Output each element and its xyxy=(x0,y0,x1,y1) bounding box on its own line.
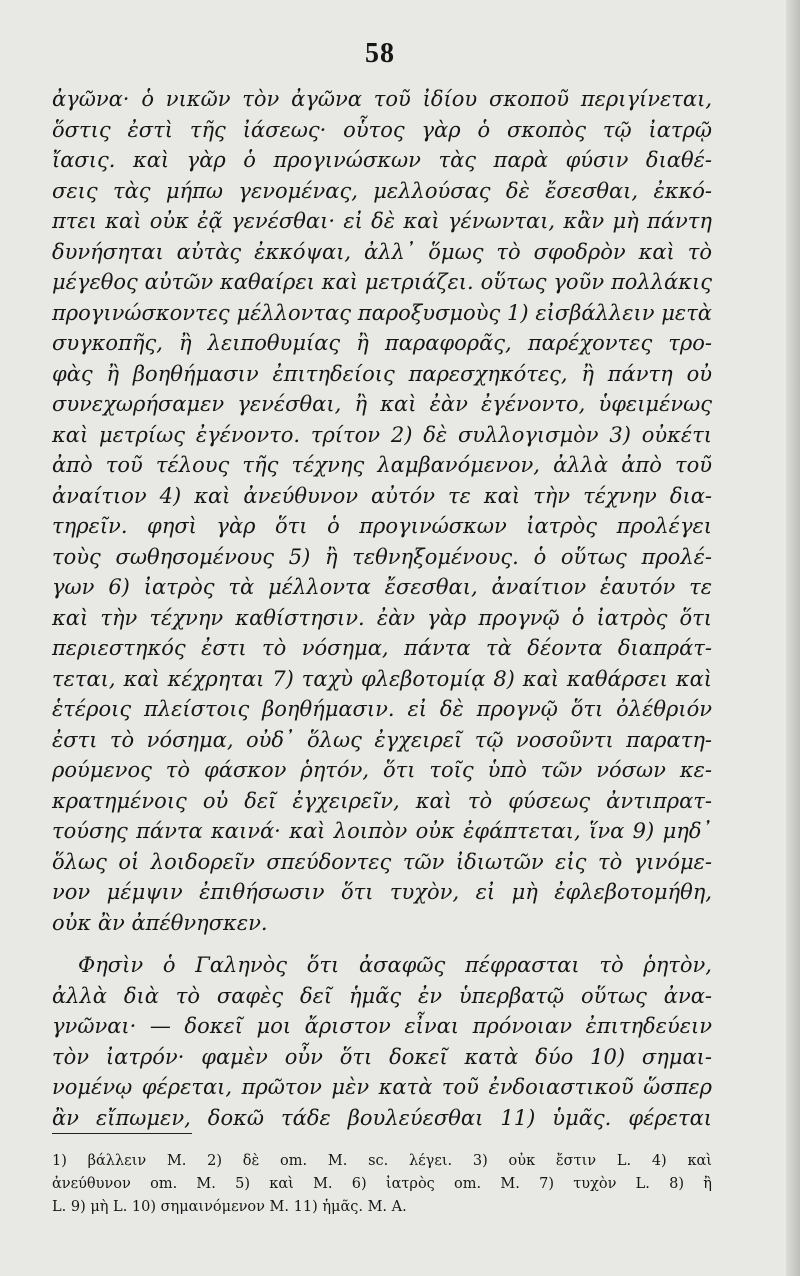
text-line: ἑτέροις πλείστοις βοηθήμασιν. εἰ δὲ προγνῷ ὅτι ὀλέθριόν xyxy=(52,697,712,721)
text-line: ἴασις. καὶ γὰρ ὁ προγινώσκων τὰς παρὰ φύσιν διαθέ- xyxy=(52,148,712,172)
text-line: τούσης πάντα καινά· καὶ λοιπὸν οὐκ ἐφάπτεται, ἵνα 9) μηδ᾽ xyxy=(52,819,712,843)
footnote-line: ἀνεύθυνον om. M. 5) καὶ M. 6) ἰατρὸς om. M. 7) τυχὸν L. 8) ἢ xyxy=(52,1176,712,1192)
paragraph-gap xyxy=(52,938,712,950)
text-line: κρατημένοις οὐ δεῖ ἐγχειρεῖν, καὶ τὸ φύσεως ἀντιπρατ- xyxy=(52,788,712,813)
text-line: τηρεῖν. φησὶ γὰρ ὅτι ὁ προγινώσκων ἰατρὸς προλέγει xyxy=(52,514,712,538)
text-line: σεις τὰς μήπω γενομένας, μελλούσας δὲ ἔσεσθαι, ἐκκό- xyxy=(52,178,712,203)
text-line: ρούμενος τὸ φάσκον ῥητόν, ὅτι τοῖς ὑπὸ τῶν νόσων κε- xyxy=(52,758,712,782)
page-number: 58 xyxy=(365,38,395,69)
text-line: συνεχωρήσαμεν γενέσθαι, ἢ καὶ ἐὰν ἐγένοντο, ὑφειμένως xyxy=(52,392,712,416)
text-line: οὐκ ἂν ἀπέθνησκεν. xyxy=(52,910,268,935)
text-line: ὅλως οἱ λοιδορεῖν σπεύδοντες τῶν ἰδιωτῶν εἰς τὸ γινόμε- xyxy=(52,849,712,874)
text-line: ἐστι τὸ νόσημα, οὐδ᾽ ὅλως ἐγχειρεῖ τῷ νοσοῦντι παρατη- xyxy=(52,727,712,752)
footnote-line: L. 9) μὴ L. 10) σημαινόμενον M. 11) ἡμᾶς. M. A. xyxy=(52,1199,407,1215)
paragraph-1 xyxy=(52,84,712,938)
text-line: γων 6) ἰατρὸς τὰ μέλλοντα ἔσεσθαι, ἀναίτιον ἑαυτόν τε xyxy=(52,575,712,599)
text-line: Φησὶν ὁ Γαληνὸς ὅτι ἀσαφῶς πέφρασται τὸ ῥητὸν, xyxy=(78,953,712,977)
text-line: γνῶναι· — δοκεῖ μοι ἄριστον εἶναι πρόνοιαν ἐπιτηδεύειν xyxy=(52,1014,712,1038)
footnote-rule xyxy=(52,1133,192,1134)
text-line: ἀγῶνα· ὁ νικῶν τὸν ἀγῶνα τοῦ ἰδίου σκοποῦ περιγίνεται, xyxy=(52,87,712,111)
text-line: συγκοπῆς, ἢ λειποθυμίας ἢ παραφορᾶς, παρέχοντες τρο- xyxy=(52,331,712,355)
main-text xyxy=(52,84,712,1133)
text-line: μέγεθος αὐτῶν καθαίρει καὶ μετριάζει. οὕτως γοῦν πολλάκις xyxy=(52,270,712,294)
text-line: φὰς ἢ βοηθήμασιν ἐπιτηδείοις παρεσχηκότες, ἢ πάντη οὐ xyxy=(52,361,712,386)
text-line: τοὺς σωθησομένους 5) ἢ τεθνηξομένους. ὁ οὕτως προλέ- xyxy=(52,544,712,569)
page-edge-shadow xyxy=(786,0,800,1276)
text-line: ὅστις ἐστὶ τῆς ἰάσεως· οὗτος γὰρ ὁ σκοπὸς τῷ ἰατρῷ xyxy=(52,117,712,142)
text-line: δυνήσηται αὐτὰς ἐκκόψαι, ἀλλ᾽ ὅμως τὸ σφοδρὸν καὶ τὸ xyxy=(52,239,712,264)
text-line: ἂν εἴπωμεν, δοκῶ τάδε βουλεύεσθαι 11) ὑμᾶς. φέρεται xyxy=(52,1105,712,1130)
text-line: νομένῳ φέρεται, πρῶτον μὲν κατὰ τοῦ ἐνδοιαστικοῦ ὥσπερ xyxy=(52,1075,712,1099)
text-line: νον μέμψιν ἐπιθήσωσιν ὅτι τυχὸν, εἰ μὴ ἐφλεβοτομήθη, xyxy=(52,880,712,904)
text-line: καὶ τὴν τέχνην καθίστησιν. ἐὰν γὰρ προγνῷ ὁ ἰατρὸς ὅτι xyxy=(52,605,712,630)
text-line: πτει καὶ οὐκ ἐᾷ γενέσθαι· εἰ δὲ καὶ γένωνται, κἂν μὴ πάντη xyxy=(52,209,712,233)
footnote-line: 1) βάλλειν M. 2) δὲ om. M. sc. λέγει. 3) οὐκ ἔστιν L. 4) καὶ xyxy=(52,1153,712,1169)
text-line: ἀπὸ τοῦ τέλους τῆς τέχνης λαμβανόμενον, ἀλλὰ ἀπὸ τοῦ xyxy=(52,453,712,477)
text-line: τεται, καὶ κέχρηται 7) ταχὺ φλεβοτομίᾳ 8) καὶ καθάρσει καὶ xyxy=(52,666,712,691)
text-line: ἀναίτιον 4) καὶ ἀνεύθυνον αὐτόν τε καὶ τὴν τέχνην δια- xyxy=(52,483,712,508)
text-line: ἀλλὰ διὰ τὸ σαφὲς δεῖ ἡμᾶς ἐν ὑπερβατῷ οὕτως ἀνα- xyxy=(52,983,712,1008)
text-line: προγινώσκοντες μέλλοντας παροξυσμοὺς 1) εἰσβάλλειν μετὰ xyxy=(52,300,712,325)
text-line: περιεστηκός ἐστι τὸ νόσημα, πάντα τὰ δέοντα διαπράτ- xyxy=(52,636,712,660)
text-line: καὶ μετρίως ἐγένοντο. τρίτον 2) δὲ συλλογισμὸν 3) οὐκέτι xyxy=(52,422,712,447)
footnotes xyxy=(52,1150,712,1219)
text-line: τὸν ἰατρόν· φαμὲν οὖν ὅτι δοκεῖ κατὰ δύο 10) σημαι- xyxy=(52,1044,712,1069)
paragraph-2 xyxy=(52,950,712,1133)
